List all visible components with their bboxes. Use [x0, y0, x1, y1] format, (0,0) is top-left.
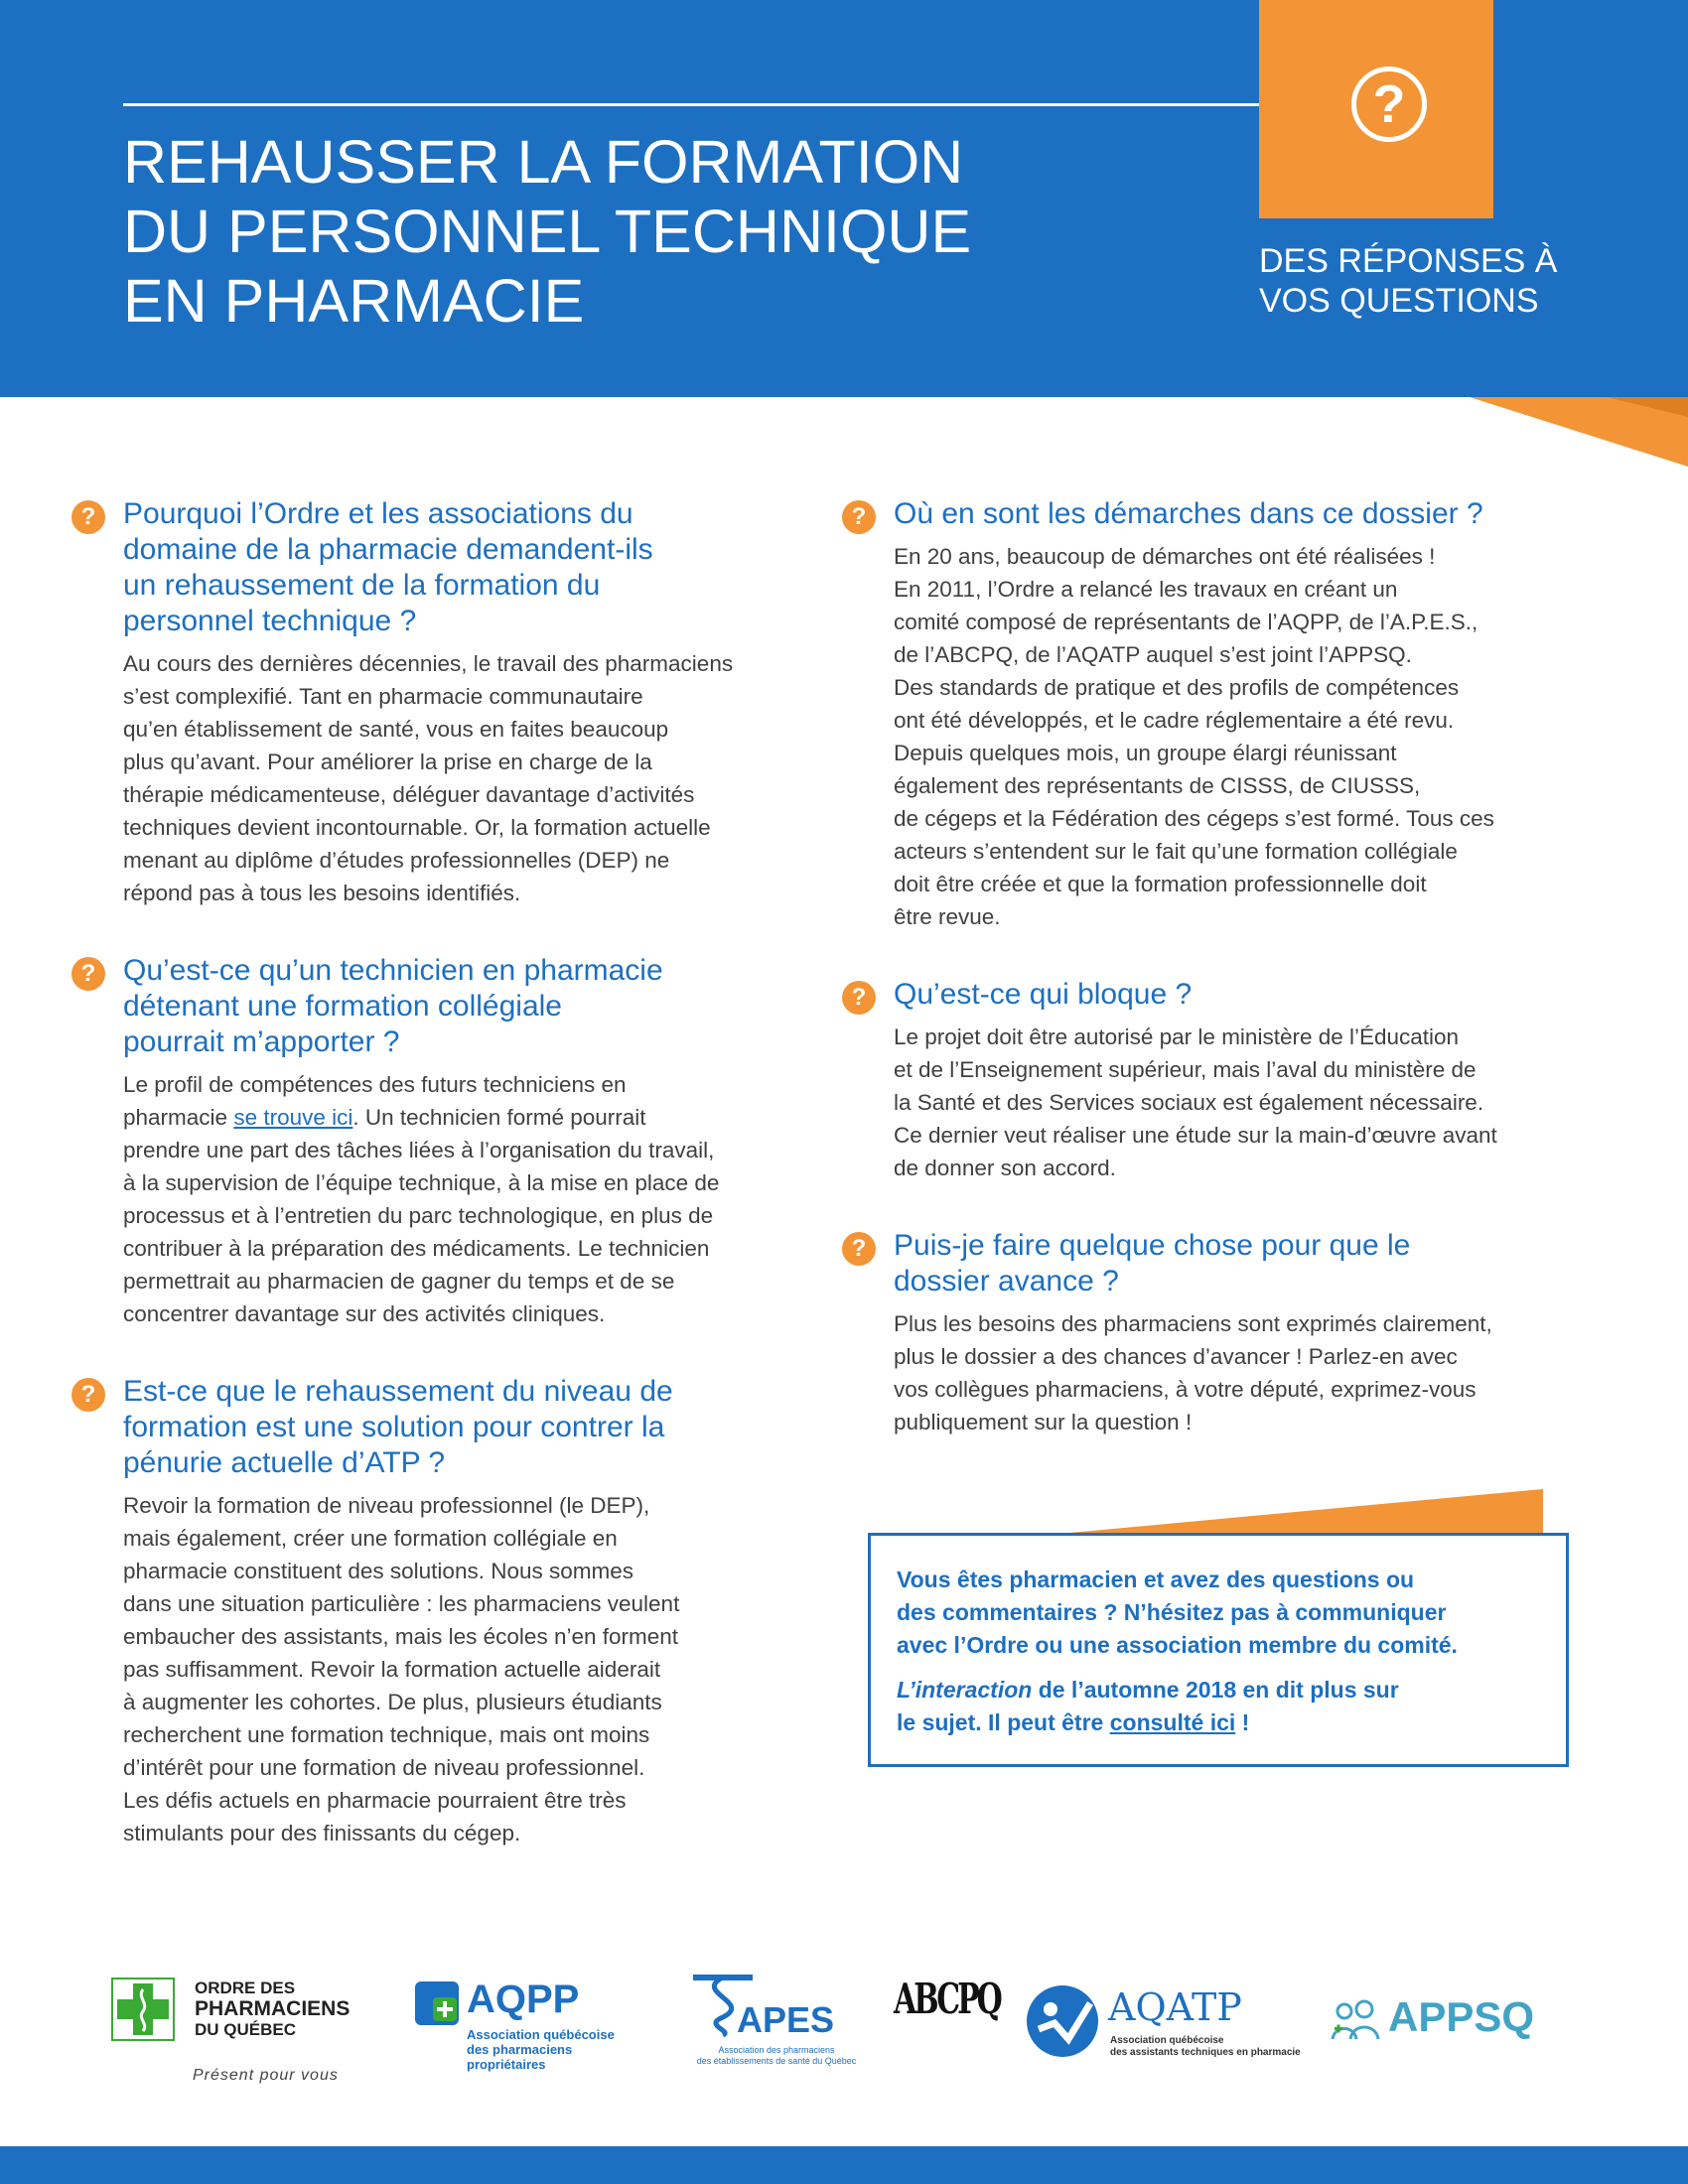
answer-line: thérapie médicamenteuse, déléguer davantage d’activités [123, 782, 695, 807]
answer-line: permettrait au pharmacien de gagner du temps et de se [123, 1269, 675, 1294]
aqatp-sub-line: des assistants techniques en pharmacie [1110, 2047, 1301, 2058]
answer-line: publiquement sur la question ! [894, 1410, 1193, 1434]
answer-line: pharmacie constituent des solutions. Nous sommes [123, 1559, 633, 1583]
faq-section [71, 953, 806, 1330]
aqpp-sub-line: des pharmaciens [467, 2042, 573, 2057]
answer-line: doit être créée et que la formation professionnelle doit [894, 872, 1427, 896]
answer-line: Revoir la formation de niveau professionnel (le DEP), [123, 1493, 650, 1518]
faq-question [123, 1374, 806, 1481]
answer-line: Les défis actuels en pharmacie pourraient être très [123, 1788, 627, 1813]
abcpq-name: ABCPQ [894, 1976, 1000, 2024]
page-title [123, 127, 1116, 336]
opq-name-line: PHARMACIENS [195, 1997, 351, 2020]
question-line: un rehaussement de la formation du [123, 569, 601, 602]
header-divider [123, 103, 1259, 106]
faq-question [123, 496, 806, 639]
answer-line: Depuis quelques mois, un groupe élargi réunissant [894, 741, 1397, 765]
answer-line: recherchent une formation technique, mais ont moins [123, 1722, 650, 1747]
apes-sub-line: des établissements de santé du Québec [696, 2056, 857, 2066]
question-line: Est-ce que le rehaussement du niveau de [123, 1375, 673, 1408]
question-line: détenant une formation collégiale [123, 990, 562, 1023]
page-subtitle [1259, 241, 1676, 321]
aqatp-name: AQATP [1108, 1985, 1242, 2029]
answer-line: concentrer davantage sur des activités cliniques. [123, 1301, 606, 1326]
answer-line: à augmenter les cohortes. De plus, plusieurs étudiants [123, 1690, 662, 1714]
question-line: Qu’est-ce qu’un technicien en pharmacie [123, 954, 663, 987]
callout-text: de l’automne 2018 en dit plus sur [1032, 1677, 1399, 1703]
aqatp-logo [1025, 1974, 1303, 2093]
faq-answer [894, 540, 1577, 933]
opq-name-line: ORDRE DES [195, 1979, 296, 1997]
question-line: Pourquoi l’Ordre et les associations du [123, 497, 633, 530]
aqpp-logo [415, 1978, 633, 2097]
contact-callout [868, 1489, 1575, 1807]
opq-name [195, 1978, 350, 2040]
aqpp-sub-line: propriétaires [467, 2057, 546, 2072]
answer-line: Le projet doit être autorisé par le ministère de l’Éducation [894, 1024, 1460, 1049]
answer-line: Plus les besoins des pharmaciens sont exprimés clairement, [894, 1311, 1492, 1336]
apes-sub-line: Association des pharmaciens [718, 2045, 835, 2055]
callout-gap [897, 1662, 1540, 1674]
answer-line: répond pas à tous les besoins identifiés. [123, 881, 521, 905]
answer-line: prendre une part des tâches liées à l’organisation du travail, [123, 1138, 715, 1162]
answer-line: comité composé de représentants de l’AQPP, de l’A.P.E.S., [894, 610, 1478, 634]
aqpp-sub [467, 2027, 615, 2072]
answer-line: plus qu’avant. Pour améliorer la prise en charge de la [123, 750, 652, 774]
answer-line: de l’ABCPQ, de l’AQATP auquel s’est joint l’APPSQ. [894, 642, 1412, 667]
aqpp-sub-line: Association québécoise [467, 2027, 615, 2042]
answer-line: En 20 ans, beaucoup de démarches ont été réalisées ! [894, 544, 1436, 569]
answer-line: s’est complexifié. Tant en pharmacie communautaire [123, 684, 643, 709]
question-circle-icon: ? [1351, 67, 1427, 142]
answer-line: embaucher des assistants, mais les écoles n’en forment [123, 1624, 679, 1649]
answer-line: contribuer à la préparation des médicaments. Le technicien [123, 1236, 710, 1261]
answer-line: vos collègues pharmaciens, à votre député, exprimez-vous [894, 1377, 1477, 1402]
opq-logo [111, 1978, 409, 2087]
answer-line: ont été développés, et le cadre réglementaire a été revu. [894, 708, 1455, 733]
appsq-people-icon [1331, 1997, 1386, 2043]
faq-section [71, 496, 806, 909]
consult-link[interactable]: consulté ici [1109, 1709, 1236, 1735]
publication-name: L’interaction [897, 1677, 1033, 1703]
callout-line: des commentaires ? N’hésitez pas à communiquer [897, 1599, 1447, 1625]
question-icon: ? [842, 500, 876, 534]
question-icon: ? [842, 1232, 876, 1266]
question-line: formation est une solution pour contrer la [123, 1411, 665, 1443]
answer-line: Au cours des dernières décennies, le travail des pharmaciens [123, 651, 734, 676]
answer-line: Des standards de pratique et des profils de compétences [894, 675, 1460, 700]
apes-name: APES [737, 1999, 835, 2040]
faq-section [71, 1374, 806, 1849]
partner-logos [0, 1966, 1688, 2105]
callout-line [897, 1674, 1540, 1706]
answer-line: de cégeps et la Fédération des cégeps s’est formé. Tous ces [894, 806, 1494, 831]
question-line: Où en sont les démarches dans ce dossier ? [894, 497, 1483, 530]
aqpp-mark-icon [415, 1981, 459, 2025]
profile-link[interactable]: se trouve ici [233, 1105, 353, 1130]
answer-line: Ce dernier veut réaliser une étude sur la main-d’œuvre avant [894, 1123, 1497, 1148]
answer-line [123, 1101, 806, 1134]
cross-icon [111, 1978, 175, 2041]
faq-question [894, 1228, 1577, 1299]
faq-question [123, 953, 806, 1060]
answer-line: plus le dossier a des chances d’avancer ! Parlez-en avec [894, 1344, 1458, 1369]
answer-line: Le profil de compétences des futurs techniciens en [123, 1072, 627, 1097]
answer-line: dans une situation particulière : les pharmaciens veulent [123, 1591, 680, 1616]
answer-line: menant au diplôme d’études professionnelles (DEP) ne [123, 848, 670, 873]
footer-bar [0, 2146, 1688, 2184]
left-column [71, 496, 806, 1893]
answer-line: stimulants pour des finissants du cégep. [123, 1821, 521, 1845]
aqpp-name: AQPP [467, 1978, 580, 2021]
answer-line: qu’en établissement de santé, vous en faites beaucoup [123, 717, 669, 742]
question-icon: ? [71, 957, 105, 991]
answer-line: à la supervision de l’équipe technique, à la mise en place de [123, 1170, 720, 1195]
answer-line: En 2011, l’Ordre a relancé les travaux en créant un [894, 577, 1398, 602]
faq-question [894, 977, 1577, 1013]
callout-line [897, 1706, 1540, 1739]
apes-logo [677, 1966, 876, 2085]
opq-name-line: DU QUÉBEC [195, 2020, 297, 2039]
question-line: domaine de la pharmacie demandent-ils [123, 533, 653, 566]
question-line: Puis-je faire quelque chose pour que le [894, 1229, 1411, 1262]
callout-text: le sujet. Il peut être [897, 1709, 1110, 1735]
faq-answer [123, 1068, 806, 1330]
answer-text: . Un technicien formé pourrait [352, 1105, 646, 1130]
right-column [842, 496, 1577, 1482]
apes-sub [677, 2045, 876, 2067]
answer-line: être revue. [894, 904, 1001, 929]
answer-line: d’intérêt pour une formation de niveau professionnel. [123, 1755, 645, 1780]
question-line: pourrait m’apporter ? [123, 1025, 400, 1058]
title-line: DU PERSONNEL TECHNIQUE [123, 198, 972, 265]
answer-line: également des représentants de CISSS, de CIUSSS, [894, 773, 1421, 798]
appsq-name: APPSQ [1388, 1993, 1535, 2040]
answer-line: et de l’Enseignement supérieur, mais l’aval du ministère de [894, 1057, 1477, 1082]
aqatp-sub [1110, 2035, 1301, 2059]
faq-question [894, 496, 1577, 532]
faq-section [842, 496, 1577, 933]
callout-line: Vous êtes pharmacien et avez des questions ou [897, 1567, 1415, 1592]
question-icon: ? [842, 981, 876, 1015]
title-line: REHAUSSER LA FORMATION [123, 128, 964, 196]
answer-line: pas suffisamment. Revoir la formation actuelle aiderait [123, 1657, 661, 1682]
question-icon: ? [71, 500, 105, 534]
callout-box [868, 1533, 1569, 1767]
question-icon: ? [71, 1378, 105, 1412]
answer-line: la Santé et des Services sociaux est également nécessaire. [894, 1090, 1484, 1115]
faq-section [842, 1228, 1577, 1438]
faq-answer [894, 1021, 1577, 1184]
faq-answer [894, 1307, 1577, 1438]
faq-answer [123, 647, 806, 909]
aqatp-sub-line: Association québécoise [1110, 2035, 1224, 2046]
answer-line: de donner son accord. [894, 1156, 1116, 1180]
answer-line: mais également, créer une formation collégiale en [123, 1526, 618, 1551]
question-line: dossier avance ? [894, 1265, 1119, 1297]
aqatp-person-icon [1025, 1983, 1100, 2059]
abcpq-logo [894, 1976, 1000, 2065]
question-line: pénurie actuelle d’ATP ? [123, 1446, 446, 1479]
opq-tagline: Présent pour vous [193, 2067, 339, 2084]
faq-answer [123, 1489, 806, 1849]
faq-section [842, 977, 1577, 1184]
question-line: personnel technique ? [123, 605, 417, 637]
answer-line: acteurs s’entendent sur le fait qu’une formation collégiale [894, 839, 1458, 864]
subtitle-line: VOS QUESTIONS [1259, 282, 1539, 320]
answer-line: processus et à l’entretien du parc technologique, en plus de [123, 1203, 714, 1228]
callout-text: ! [1235, 1709, 1250, 1735]
appsq-logo [1331, 1993, 1569, 2053]
callout-line: avec l’Ordre ou une association membre du comité. [897, 1632, 1458, 1658]
question-line: Qu’est-ce qui bloque ? [894, 978, 1193, 1011]
answer-line: techniques devient incontournable. Or, la formation actuelle [123, 815, 711, 840]
subtitle-line: DES RÉPONSES À [1259, 242, 1558, 280]
title-line: EN PHARMACIE [123, 267, 585, 335]
answer-text: pharmacie [123, 1105, 234, 1130]
